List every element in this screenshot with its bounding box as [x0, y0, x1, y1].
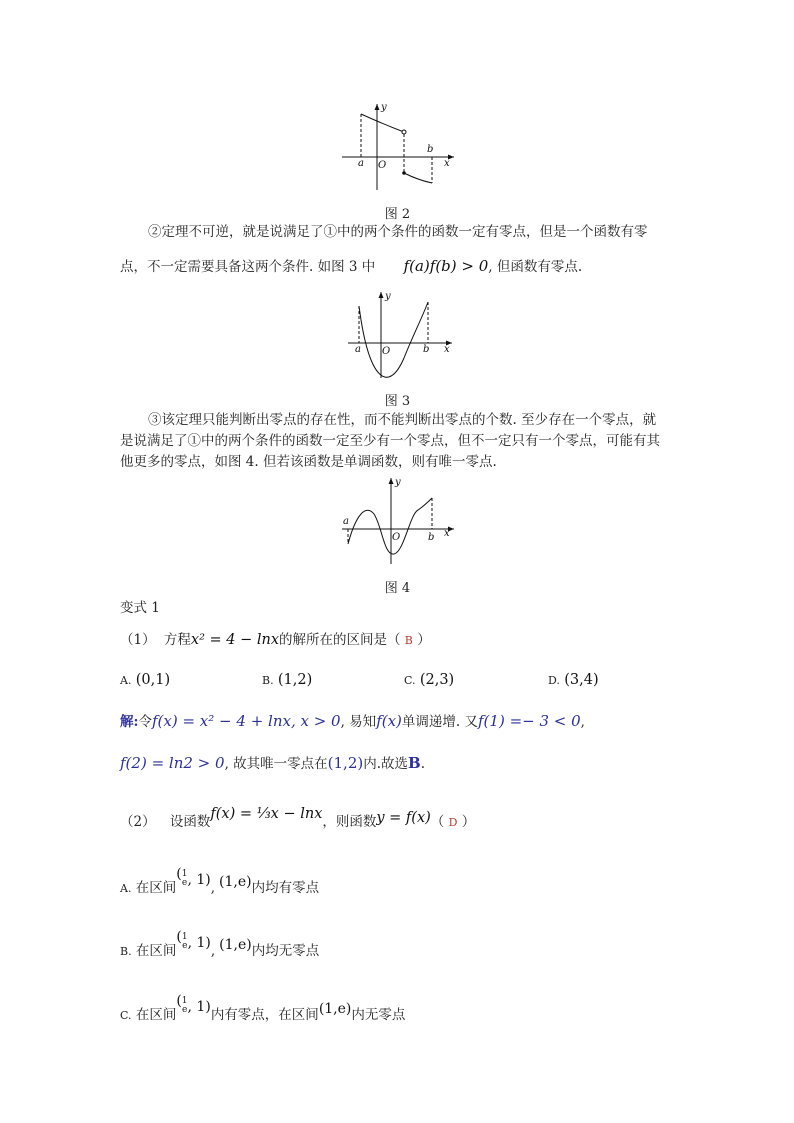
fig3-y-label: y: [385, 291, 391, 302]
para2-line2-pre: 点，不一定需要具备这两个条件. 如图 3 中: [120, 259, 376, 275]
para2-line2-post: , 但函数有零点.: [488, 259, 583, 275]
q2-option-a-interval-2: (1,e): [219, 874, 252, 890]
figure-2-caption: 图 2: [384, 207, 411, 222]
figure-4-graph: [338, 474, 458, 566]
q2-c-frac-num: 1: [181, 995, 188, 1006]
solution-math-4: f(2) = ln2 > 0: [120, 754, 225, 772]
solution-math-3: f(1) =− 3 < 0: [478, 712, 581, 730]
q2-option-a: A. 在区间( 1 e , 1), (1,e)内均有零点: [120, 866, 320, 896]
para2-line2: [120, 256, 582, 277]
solution-l1-b: , 易知: [340, 714, 377, 730]
q2-option-c-letter: C.: [120, 1009, 132, 1022]
solution-math-2: f(x): [376, 712, 402, 730]
q1-option-d-letter: D.: [548, 674, 560, 687]
fig4-y-label: y: [395, 477, 401, 488]
q1-answer: B: [404, 634, 413, 647]
solution-l1-a: 令: [138, 714, 152, 730]
solution-l2-a: , 故其唯一零点在: [224, 756, 328, 772]
q2-option-b-post: 内均无零点: [251, 943, 320, 959]
para3-line2: 是说满足了①中的两个条件的函数一定至少有一个零点，但不一定只有一个零点，可能有其: [120, 433, 660, 449]
q1-equation: x² = 4 − lnx: [190, 632, 279, 648]
q1-option-c-value: (2,3): [419, 672, 455, 688]
figure-3-caption: 图 3: [384, 394, 411, 409]
q1-pre: 方程: [163, 632, 191, 648]
q2-pre: 设函数: [169, 814, 211, 830]
q2-option-c-pre: 在区间: [135, 1007, 177, 1023]
q2-option-a-sep: ,: [210, 880, 216, 896]
fig2-origin-label: O: [378, 160, 387, 171]
q1-option-b-value: (1,2): [277, 672, 313, 688]
solution-math-5: (1,2): [327, 754, 364, 772]
q2-option-c: C. 在区间( 1 e , 1)内有零点，在区间(1,e)内无零点: [120, 993, 406, 1023]
q1-option-a: [120, 670, 170, 691]
q2-option-b-sep: ,: [210, 943, 216, 959]
q2-stem: [120, 806, 476, 833]
q2-option-c-mid: 内有零点，在区间: [210, 1007, 319, 1023]
q2-option-a-letter: A.: [120, 882, 132, 895]
q1-stem: [120, 630, 431, 651]
q2-option-a-pre: 在区间: [135, 880, 177, 896]
q2-option-c-interval-1: , 1): [187, 999, 211, 1015]
solution-line1: [120, 711, 585, 732]
q2-function-y: y = f(x): [376, 810, 431, 826]
q2-c-frac-den: e: [182, 1004, 188, 1015]
q1-option-a-value: (0,1): [135, 672, 171, 688]
q2-option-b-interval-2: (1,e): [219, 937, 252, 953]
para2-inline-math: f(a)f(b) > 0: [403, 257, 489, 275]
q1-option-d-value: (3,4): [564, 672, 599, 688]
q2-a-frac-den: e: [181, 877, 188, 888]
solution-l2-b: 内.故选: [363, 756, 409, 772]
fig4-b-label: b: [428, 532, 435, 543]
fig3-a-label: a: [355, 344, 361, 355]
q1-option-c: [404, 670, 454, 691]
q1-option-b: [262, 670, 312, 691]
solution-line2: [120, 753, 425, 774]
solution-label: 解:: [120, 714, 139, 730]
q1-option-d: [548, 670, 599, 691]
fig4-a-label: a: [343, 516, 349, 527]
variant-title: 变式 1: [120, 600, 160, 616]
q2-answer: D: [448, 816, 458, 829]
q2-option-c-interval-2: (1,e): [318, 1001, 352, 1017]
solution-l2-end: .: [420, 756, 425, 772]
fig2-b-label: b: [427, 144, 434, 155]
q2-option-a-post: 内均有零点: [251, 880, 320, 896]
para2-line1: ②定理不可逆，就是说满足了①中的两个条件的函数一定有零点，但是一个函数有零: [148, 224, 648, 240]
q2-option-a-interval-1: , 1): [187, 872, 211, 888]
solution-l1-d: ,: [580, 714, 585, 730]
fig4-origin-label: O: [392, 532, 401, 543]
q2-mid: ，则函数: [322, 814, 377, 830]
q1-number: （1）: [120, 632, 156, 648]
q1-post: 的解所在的区间是（: [279, 632, 401, 648]
q2-option-b-letter: B.: [120, 945, 132, 958]
q2-a-frac-num: 1: [181, 868, 188, 879]
fig3-origin-label: O: [382, 346, 391, 357]
fig2-a-label: a: [358, 158, 364, 169]
solution-answer: B: [408, 754, 421, 772]
q1-option-c-letter: C.: [404, 674, 416, 687]
fig2-y-label: y: [381, 102, 387, 113]
q1-option-a-letter: A.: [120, 674, 132, 687]
q2-function: f(x) = ⅓x − lnx: [210, 806, 323, 822]
figure-2-graph: [338, 100, 458, 192]
figure-4-caption: 图 4: [384, 581, 411, 596]
q2-option-b: B. 在区间( 1 e , 1), (1,e)内均无零点: [120, 929, 320, 959]
q2-option-c-post: 内无零点: [351, 1007, 406, 1023]
q2-open: （: [430, 814, 445, 830]
fig3-x-label: x: [444, 344, 450, 355]
fig4-x-label: x: [444, 528, 450, 539]
q2-option-b-interval-1: , 1): [187, 935, 211, 951]
solution-l1-c: 单调递增. 又: [401, 714, 478, 730]
q2-option-b-pre: 在区间: [135, 943, 177, 959]
fig2-x-label: x: [444, 158, 450, 169]
q2-b-frac-den: e: [182, 940, 188, 951]
figure-3-graph: [344, 288, 456, 380]
q2-close: ）: [461, 814, 476, 830]
q1-option-b-letter: B.: [262, 674, 274, 687]
para3-line3: 他更多的零点，如图 4. 但若该函数是单调函数，则有唯一零点.: [120, 454, 497, 470]
solution-math-1: f(x) = x² − 4 + lnx, x > 0: [151, 712, 341, 730]
para3-line1: ③该定理只能判断出零点的存在性，而不能判断出零点的个数. 至少存在一个零点，就: [148, 412, 657, 428]
q2-b-frac-num: 1: [181, 931, 188, 942]
fig3-b-label: b: [423, 344, 430, 355]
q1-close: ）: [417, 632, 431, 648]
q2-number: （2）: [120, 814, 156, 830]
